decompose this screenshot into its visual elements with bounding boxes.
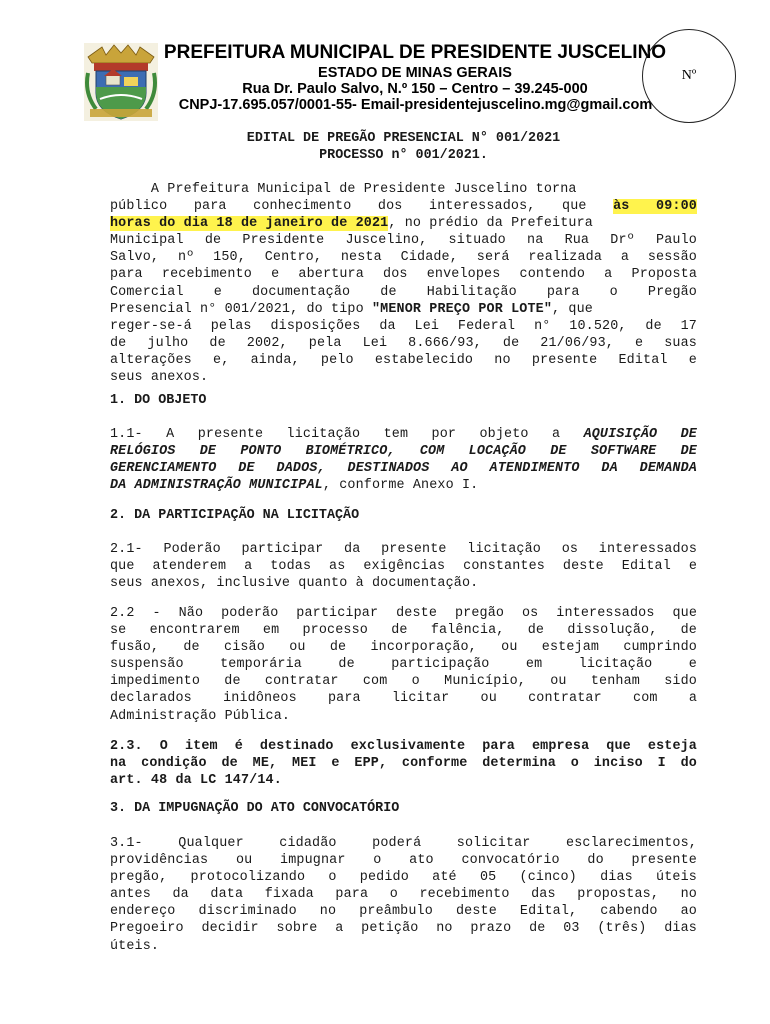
paragraph-line: Pregoeiro decidir sobre a petição no prazo de 03 (três) dias [110, 921, 697, 937]
section-heading: 3. DA IMPUGNAÇÃO DO ATO CONVOCATÓRIO [110, 801, 400, 816]
number-stamp-circle [642, 29, 736, 123]
intro-line: Comercial e documentação de Habilitação para o Pregão [110, 284, 697, 300]
state-name: ESTADO DE MINAS GERAIS [318, 65, 512, 81]
bid-type: "MENOR PREÇO POR LOTE" [371, 301, 553, 317]
paragraph-line: fusão, de cisão ou de incorporação, ou estejam cumprindo [110, 640, 697, 656]
intro-line [110, 198, 697, 215]
intro-paragraph [110, 181, 697, 386]
municipal-coat-of-arms-icon [84, 43, 158, 121]
paragraph-line: art. 48 da LC 147/14. [110, 773, 282, 789]
paragraph-line: 2.2 - Não poderão participar deste pregão os interessados que [110, 606, 697, 621]
paragraph-line: providências ou impugnar o ato convocatório do presente [110, 853, 697, 869]
highlighted-date: horas do dia 18 de janeiro de 2021 [110, 216, 389, 232]
object-text: AQUISIÇÃO DE [583, 427, 697, 442]
paragraph-line: Administração Pública. [110, 708, 291, 724]
intro-text: , no prédio da Prefeitura [388, 216, 593, 232]
intro-line: reger-se-á pelas disposições da Lei Federal n° 10.520, de 17 [110, 318, 697, 334]
paragraph-line: que atenderem a todas as exigências constantes deste Edital e [110, 559, 697, 575]
intro-text: público para conhecimento dos interessados, que [110, 199, 614, 215]
paragraph-line: úteis. [110, 938, 160, 954]
process-number: PROCESSO n° 001/2021. [319, 148, 488, 163]
letterhead [0, 0, 770, 120]
intro-line: seus anexos. [110, 370, 209, 386]
paragraph-line: 3.1- Qualquer cidadão poderá solicitar esclarecimentos, [110, 836, 697, 851]
object-text: GERENCIAMENTO DE DADOS, DESTINADOS AO ATENDIMENTO DA DEMANDA [110, 461, 697, 477]
paragraph-line: na condição de ME, MEI e EPP, conforme determina o inciso I do [110, 756, 697, 772]
paragraph-line: antes da data fixada para o recebimento das propostas, no [110, 887, 697, 903]
section3-paragraph [110, 835, 697, 955]
number-label: Nº [681, 68, 697, 83]
highlighted-time: às 09:00 [613, 199, 697, 215]
paragraph-text: , conforme Anexo I. [322, 478, 479, 494]
intro-line: A Prefeitura Municipal de Presidente Juscelino torna [110, 182, 577, 197]
paragraph-line: suspensão temporária de participação em licitação e [110, 657, 697, 673]
intro-text: , que [552, 301, 593, 317]
section2-2-paragraph [110, 605, 697, 725]
section2-3-paragraph [110, 738, 697, 789]
intro-line [110, 215, 697, 232]
paragraph-line [110, 426, 697, 443]
intro-line: Municipal de Presidente Juscelino, situado na Rua Drº Paulo [110, 233, 697, 249]
paragraph-line: 2.1- Poderão participar da presente licitação os interessados [110, 542, 697, 557]
section-heading: 2. DA PARTICIPAÇÃO NA LICITAÇÃO [110, 508, 360, 523]
intro-line: alterações e, ainda, pelo estabelecido no presente Edital e [110, 352, 697, 368]
intro-line: de julho de 2002, pela Lei 8.666/93, de 21/06/93, e suas [110, 335, 697, 351]
intro-line [110, 301, 697, 318]
paragraph-line: pregão, protocolizando o pedido até 05 (cinco) dias úteis [110, 870, 697, 886]
paragraph-line: impedimento de contratar com o Município, ou tenham sido [110, 674, 697, 690]
address: Rua Dr. Paulo Salvo, N.º 150 – Centro – 39.245-000 [242, 81, 588, 97]
object-text: DA ADMINISTRAÇÃO MUNICIPAL [110, 478, 323, 494]
paragraph-text: 1.1- A presente licitação tem por objeto a [110, 427, 584, 442]
intro-text: Presencial n° 001/2021, do tipo [110, 301, 372, 317]
paragraph-line: se encontrarem em processo de falência, de dissolução, de [110, 623, 697, 639]
intro-line: Salvo, nº 150, Centro, nesta Cidade, será realizada a sessão [110, 250, 697, 266]
paragraph-line: seus anexos, inclusive quanto à documentação. [110, 576, 479, 592]
document-title: EDITAL DE PREGÃO PRESENCIAL N° 001/2021 [246, 131, 561, 146]
section2-1-paragraph [110, 541, 697, 592]
section-heading: 1. DO OBJETO [110, 393, 207, 408]
section1-paragraph [110, 426, 697, 494]
paragraph-line: declarados inidôneos para licitar ou contratar com a [110, 691, 697, 707]
contact-info: CNPJ-17.695.057/0001-55- Email-presidentejuscelino.mg@gmail.com [178, 97, 653, 113]
municipality-name: PREFEITURA MUNICIPAL DE PRESIDENTE JUSCELINO [163, 42, 667, 63]
intro-line: para recebimento e abertura dos envelopes contendo a Proposta [110, 267, 697, 283]
paragraph-line: endereço discriminado no preâmbulo deste Edital, cabendo ao [110, 904, 697, 920]
object-text: RELÓGIOS DE PONTO BIOMÉTRICO, COM LOCAÇÃO DE SOFTWARE DE [110, 444, 697, 460]
paragraph-line [110, 477, 697, 494]
paragraph-line: 2.3. O item é destinado exclusivamente para empresa que esteja [110, 739, 697, 754]
